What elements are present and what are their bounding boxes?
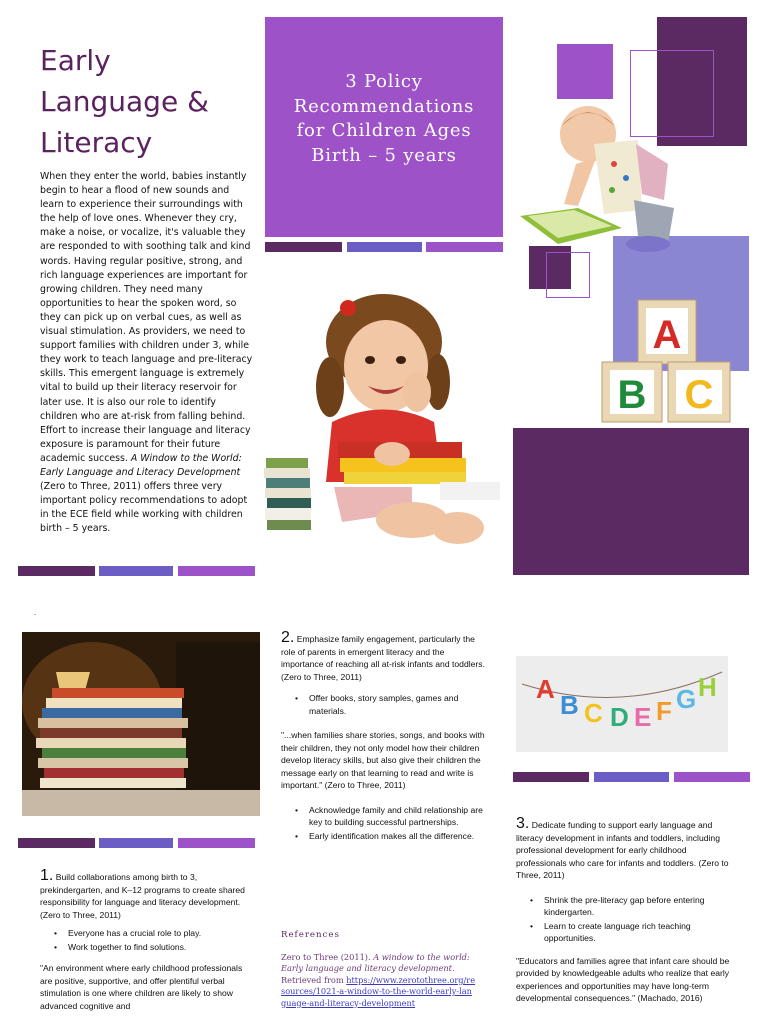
title-line-1: Early xyxy=(40,44,111,77)
block-letter-a: A xyxy=(652,313,682,357)
references-citation xyxy=(281,952,477,1009)
stacked-books-image xyxy=(22,632,260,816)
garland-letter: G xyxy=(676,684,697,714)
references-heading: References xyxy=(281,930,340,940)
list-item: • Everyone has a crucial role to play. xyxy=(40,927,252,939)
divider-bar-purple xyxy=(178,838,255,848)
alphabet-garland-image xyxy=(516,656,728,752)
list-item: • Shrink the pre-literacy gap before entering kindergarten. xyxy=(516,894,730,919)
policy-line-3: for Children Ages xyxy=(296,120,472,141)
girl-with-books-image xyxy=(262,282,507,572)
references-section xyxy=(281,930,477,1009)
list-item: • Work together to find solutions. xyxy=(40,941,252,953)
decor-square xyxy=(557,44,613,99)
garland-letter: D xyxy=(610,702,629,732)
title-line-2: Language & xyxy=(40,85,209,118)
recommendation-1 xyxy=(40,867,252,1012)
intro-tail: (Zero to Three, 2011) offers three very important policy recommendations to adopt in the ECE field while working with children birth – 5 years. xyxy=(40,481,248,535)
garland-letter: F xyxy=(656,696,672,726)
rec3-quote: "Educators and families agree that infant care should be provided by knowledgeable adults who realize that early experiences and opportunities may have long-term developmental consequences." (Machado, 2016) xyxy=(516,955,730,1004)
decor-square xyxy=(513,428,749,575)
rec1-bullets xyxy=(40,927,252,953)
block-letter-b: B xyxy=(617,373,647,417)
stray-mark: . xyxy=(34,608,37,617)
divider-bar-blue xyxy=(99,566,173,576)
divider-bar-purple xyxy=(674,772,750,782)
divider-bar-dark xyxy=(18,838,95,848)
policy-line-4: Birth – 5 years xyxy=(311,144,457,166)
list-item: • Offer books, story samples, games and materials. xyxy=(281,692,487,717)
baby-with-book-image xyxy=(518,104,686,254)
list-item: • Learn to create language rich teaching opportunities. xyxy=(516,920,730,945)
intro-body: When they enter the world, babies instantly begin to hear a flood of new sounds and learn to experience their surroundings with the help of love ones. Whenever they cry, make a noise, or vocalize, it's valuable they are responded to with soothing talk and kind words. Having regular positive, strong, and rich language experiences are important for growing children. They need many opportunities to hear the spoken word, so they can pick up on verbal cues, as well as visual stimulation. As providers, we need to support families with children under 3, while they work to teach language and pre-literacy skills. This emergent language is extremely vital to build up their literacy reservoir for later use. It is also our role to identify children who are at-risk from falling behind. Effort to increase their language and literacy exposure is paramount for their future academic success. xyxy=(40,171,253,464)
policy-heading-box xyxy=(265,17,503,237)
list-item: • Acknowledge family and child relationship are key to building successful partnerships. xyxy=(281,804,487,829)
recommendation-2 xyxy=(281,629,487,843)
garland-letter: B xyxy=(560,690,579,720)
garland-letter: C xyxy=(584,698,603,728)
divider-bar-blue xyxy=(99,838,173,848)
divider-bar-purple xyxy=(426,242,503,252)
intro-paragraph xyxy=(40,170,254,536)
citation-retrieved: Retrieved from xyxy=(281,974,347,985)
rec1-quote: "An environment where early childhood professionals are positive, supportive, and offer plentiful verbal stimulation is one where children are likely to show advanced cognitive and xyxy=(40,963,243,1011)
divider-bar-dark xyxy=(18,566,95,576)
divider-bar-dark xyxy=(265,242,342,252)
rec2-bullets-2 xyxy=(281,804,487,842)
divider-bar-dark xyxy=(513,772,589,782)
garland-letter: A xyxy=(536,674,555,704)
rec3-number: 3. xyxy=(516,815,530,832)
divider-bar-blue xyxy=(347,242,422,252)
policy-line-2: Recommendations xyxy=(293,95,475,117)
block-letter-c: C xyxy=(684,373,714,417)
title-line-3: Literacy xyxy=(40,126,153,159)
policy-line-1: 3 Policy xyxy=(345,71,423,92)
rec1-number: 1. xyxy=(40,867,54,884)
page-title xyxy=(40,40,260,163)
divider-bar-purple xyxy=(178,566,255,576)
list-item: • Early identification makes all the difference. xyxy=(281,830,487,842)
rec2-bullets-1 xyxy=(281,692,487,717)
rec3-text: Dedicate funding to support early language and literacy development in infants and toddlers, including professional development for early childhood professionals who care for infants and toddlers. (Zero to Three, 2011) xyxy=(516,820,729,881)
citation-author: Zero to Three (2011). xyxy=(281,952,374,962)
abc-blocks-image xyxy=(598,296,738,426)
citation-link[interactable]: https://www.zerotothree.org/resources/1021-a-window-to-the-world-early-language-and-literacy-development xyxy=(281,974,476,1008)
rec2-text: Emphasize family engagement, particularly the role of parents in emergent literacy and the importance of reaching all at-risk infants and toddlers. (Zero to Three, 2011) xyxy=(281,634,485,682)
garland-letter: H xyxy=(698,672,717,702)
garland-letter: E xyxy=(634,702,652,732)
recommendation-3 xyxy=(516,815,730,1005)
divider-bar-blue xyxy=(594,772,669,782)
rec1-text: Build collaborations among birth to 3, prekindergarten, and K–12 programs to create shared responsibility for language and literacy development. (Zero to Three, 2011) xyxy=(40,872,245,920)
decor-square-outline xyxy=(546,252,590,298)
intro-italic-title: A Window to the World: Early Language and Literacy Development xyxy=(40,452,242,478)
rec2-quote: "...when families share stories, songs, and books with their children, they not only model how their children develop literacy skills, but also give their children the message early on that learning to read and write is important." (Zero to Three, 2011) xyxy=(281,730,485,791)
citation-title: A window to the world: Early language and literacy development. xyxy=(281,952,470,974)
rec2-number: 2. xyxy=(281,629,295,646)
rec3-bullets xyxy=(516,894,730,945)
